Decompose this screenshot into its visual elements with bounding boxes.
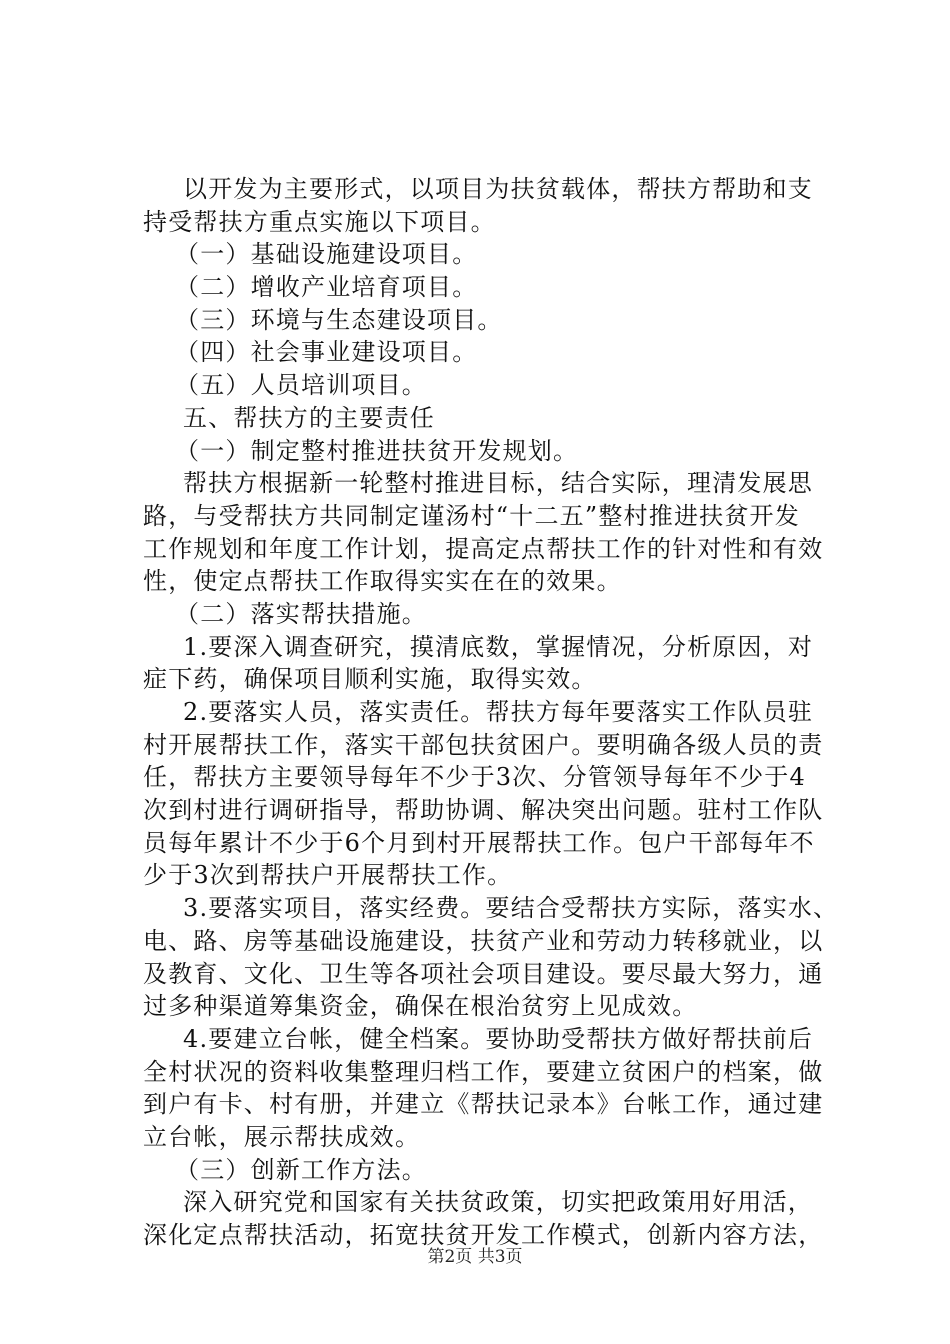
paragraph-line: 深入研究党和国家有关扶贫政策，切实把政策用好用活， [183, 1188, 813, 1217]
paragraph-line: 症下药，确保项目顺利实施，取得实效。 [143, 665, 597, 694]
list-item: （五）人员培训项目。 [175, 371, 427, 400]
paragraph-line: 工作规划和年度工作计划，提高定点帮扶工作的针对性和有效 [143, 534, 824, 563]
paragraph-line: 及教育、文化、卫生等各项社会项目建设。要尽最大努力，通 [143, 959, 824, 988]
paragraph-line: 3.要落实项目，落实经费。要结合受帮扶方实际，落实水、 [183, 894, 839, 923]
paragraph-line: 性，使定点帮扶工作取得实实在在的效果。 [143, 567, 622, 596]
paragraph-line: 深化定点帮扶活动，拓宽扶贫开发工作模式，创新内容方法， [143, 1221, 824, 1249]
paragraph-line: 路，与受帮扶方共同制定谨汤村“十二五”整村推进扶贫开发 [143, 501, 800, 530]
body-text [143, 173, 839, 1252]
subsection-heading: （一）制定整村推进扶贫开发规划。 [175, 436, 579, 465]
paragraph-line: 电、路、房等基础设施建设，扶贫产业和劳动力转移就业，以 [143, 926, 824, 955]
paragraph-line: 以开发为主要形式，以项目为扶贫载体，帮扶方帮助和支 [183, 175, 813, 203]
subsection-heading: （二）落实帮扶措施。 [175, 599, 427, 628]
paragraph-line: 2.要落实人员，落实责任。帮扶方每年要落实工作队员驻 [183, 698, 814, 726]
paragraph-line: 到户有卡、村有册，并建立《帮扶记录本》台帐工作，通过建 [143, 1090, 824, 1119]
paragraph-line: 任，帮扶方主要领导每年不少于3次、分管领导每年不少于4 [143, 763, 806, 792]
paragraph-line: 1.要深入调查研究，摸清底数，掌握情况，分析原因，对 [183, 632, 814, 661]
list-item: （四）社会事业建设项目。 [175, 338, 478, 367]
paragraph-line: 4.要建立台帐，健全档案。要协助受帮扶方做好帮扶前后 [183, 1024, 814, 1053]
paragraph-line: 持受帮扶方重点实施以下项目。 [143, 207, 496, 236]
list-item: （二）增收产业培育项目。 [175, 273, 478, 302]
list-item: （一）基础设施建设项目。 [175, 240, 478, 269]
paragraph-line: 立台帐，展示帮扶成效。 [143, 1122, 421, 1151]
paragraph-line: 次到村进行调研指导，帮助协调、解决突出问题。驻村工作队 [143, 796, 824, 825]
section-heading: 五、帮扶方的主要责任 [183, 403, 435, 432]
paragraph-line: 员每年累计不少于6个月到村开展帮扶工作。包户干部每年不 [143, 828, 815, 857]
paragraph-line: 全村状况的资料收集整理归档工作，要建立贫困户的档案，做 [143, 1057, 824, 1086]
subsection-heading: （三）创新工作方法。 [175, 1155, 427, 1184]
paragraph-line: 少于3次到帮扶户开展帮扶工作。 [143, 861, 513, 890]
list-item: （三）环境与生态建设项目。 [175, 305, 503, 334]
paragraph-line: 过多种渠道筹集资金，确保在根治贫穷上见成效。 [143, 992, 698, 1021]
paragraph-line: 村开展帮扶工作，落实干部包扶贫困户。要明确各级人员的责 [143, 730, 824, 759]
paragraph-line: 帮扶方根据新一轮整村推进目标，结合实际，理清发展思 [183, 469, 813, 498]
page-number: 第2页 共3页 [427, 1247, 523, 1267]
